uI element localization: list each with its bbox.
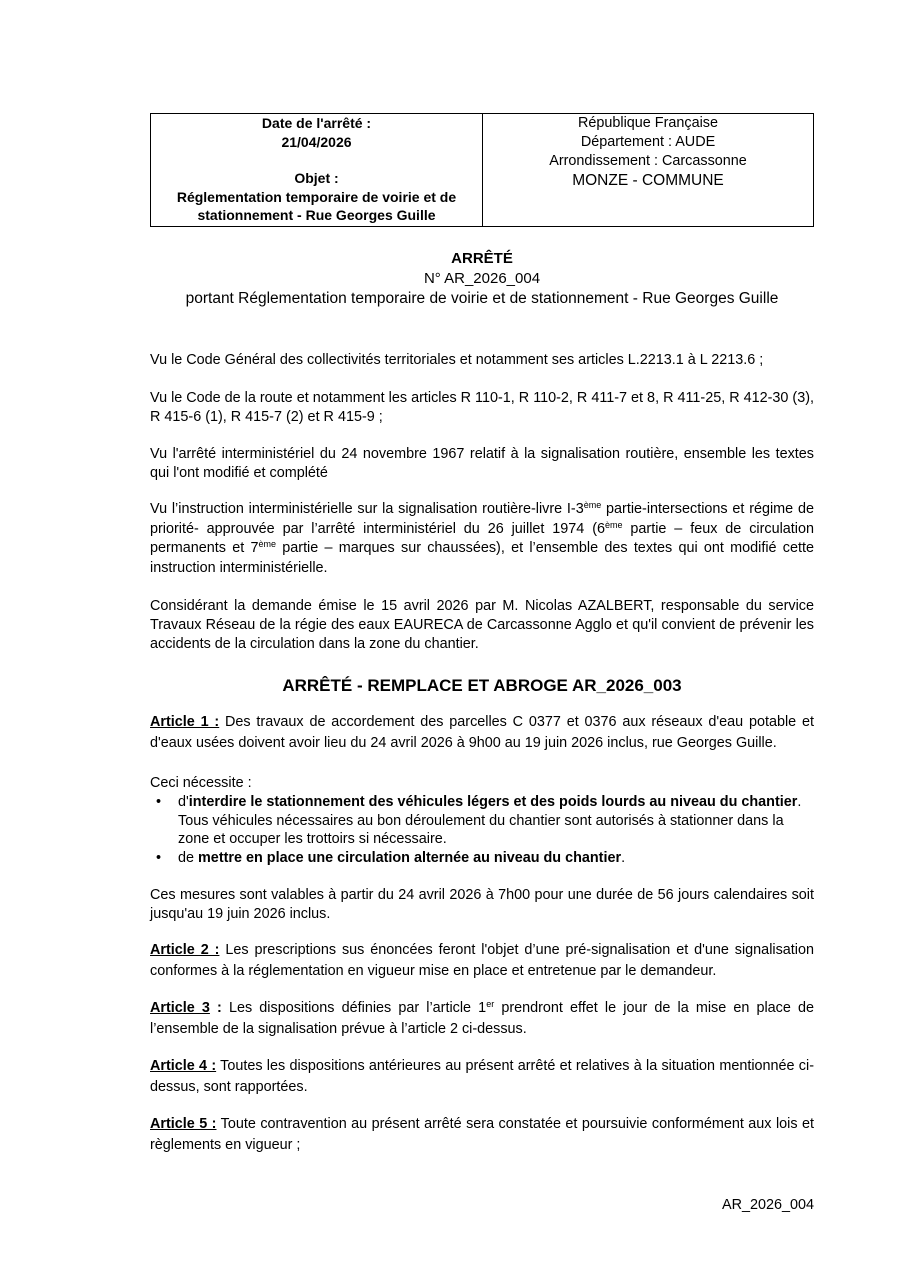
- republique: République Française: [578, 115, 718, 131]
- header-left-cell: [151, 114, 483, 227]
- vu-paragraph-3: Vu l'arrêté interministériel du 24 novembre 1967 relatif à la signalisation routière, ensemble les textes qui l'ont modifié et complété: [150, 446, 814, 481]
- article-5: Article 5 : Toute contravention au présent arrêté sera constatée et poursuivie conformément aux lois et règlements en vigueur ;: [150, 1116, 814, 1153]
- article-2: Article 2 : Les prescriptions sus énoncées feront l'objet d’une pré-signalisation et d'une signalisation conformes à la réglementation en vigueur mise en place et entretenue par le demandeur.: [150, 942, 814, 979]
- list-item: • d'interdire le stationnement des véhicules légers et des poids lourds au niveau du chantier. Tous véhicules nécessaires au bon déroulement du chantier sont autorisés à stationner dans la zone et occuper les trottoirs si nécessaire.: [156, 794, 802, 847]
- page-footer: AR_2026_004: [721, 1197, 814, 1213]
- departement: Département : AUDE: [580, 134, 716, 150]
- article-4: Article 4 : Toutes les dispositions antérieures au présent arrêté et relatives à la situation mentionnée ci-dessus, sont rapportées.: [150, 1058, 814, 1095]
- document-title: [150, 249, 814, 309]
- considerant-paragraph: Considérant la demande émise le 15 avril 2026 par M. Nicolas AZALBERT, responsable du service Travaux Réseau de la régie des eaux EAURECA de Carcassonne Agglo et qu'il convient de prévenir les accidents de la circulation dans la zone du chantier.: [150, 598, 814, 652]
- article-1-label: Article 1 :: [150, 714, 220, 730]
- vu-paragraph-2: Vu le Code de la route et notamment les articles R 110-1, R 110-2, R 411-7 et 8, R 411-25, R 412-30 (3), R 415-6 (1), R 415-7 (2) et R 415-9 ;: [150, 390, 814, 425]
- header-right-cell: [483, 114, 814, 227]
- article-3: Article 3 : Les dispositions définies par l’article 1er prendront effet le jour de la mise en place de l’ensemble de la signalisation prévue à l’article 2 ci-dessus.: [150, 999, 814, 1037]
- bullet-marker: •: [156, 794, 162, 810]
- objet-line-1: Réglementation temporaire de voirie et de: [176, 188, 457, 205]
- date-label: Date de l'arrêté :: [261, 115, 372, 131]
- title-number: N° AR_2026_004: [423, 270, 541, 287]
- mesures-paragraph: Ces mesures sont valables à partir du 24 avril 2026 à 7h00 pour une durée de 56 jours calendaires soit jusqu'au 19 juin 2026 inclus.: [150, 887, 814, 922]
- arrondissement: Arrondissement : Carcassonne: [549, 153, 747, 169]
- article-2-label: Article 2 :: [150, 942, 220, 958]
- ceci-necessite: Ceci nécessite :: [150, 775, 252, 791]
- title-subject: portant Réglementation temporaire de voirie et de stationnement - Rue Georges Guille: [185, 290, 779, 307]
- objet-label: Objet :: [294, 170, 339, 186]
- commune: MONZE - COMMUNE: [572, 172, 724, 189]
- article-3-label: Article 3: [150, 1000, 210, 1016]
- article-1: Article 1 : Des travaux de accordement des parcelles C 0377 et 0376 aux réseaux d'eau potable et d'eaux usées doivent avoir lieu du 24 avril 2026 à 9h00 au 19 juin 2026 inclus, rue Georges Guille.: [150, 714, 814, 751]
- vu-paragraph-4: Vu l’instruction interministérielle sur la signalisation routière-livre I-3ème partie-intersections et régime de priorité- approuvée par l’arrêté interministériel du 26 juillet 1974 (6ème partie – feux de circulation permanents et 7ème partie – marques sur chaussées), et l’ensemble des textes qui ont modifié cette instruction interministérielle.: [150, 500, 814, 576]
- section-title: ARRÊTÉ - REMPLACE ET ABROGE AR_2026_003: [282, 676, 682, 695]
- article-4-label: Article 4 :: [150, 1058, 217, 1074]
- measures-list: [150, 793, 814, 867]
- vu-paragraph-1: Vu le Code Général des collectivités territoriales et notamment ses articles L.2213.1 à L 2213.6 ;: [150, 352, 764, 368]
- bullet-marker: •: [156, 849, 162, 866]
- list-item: • de mettre en place une circulation alternée au niveau du chantier.: [156, 849, 626, 866]
- title-arrete: ARRÊTÉ: [451, 250, 513, 267]
- objet-line-2: stationnement - Rue Georges Guille: [197, 207, 436, 223]
- date-value: 21/04/2026: [281, 133, 352, 150]
- header-table: [150, 113, 814, 227]
- article-5-label: Article 5 :: [150, 1116, 217, 1132]
